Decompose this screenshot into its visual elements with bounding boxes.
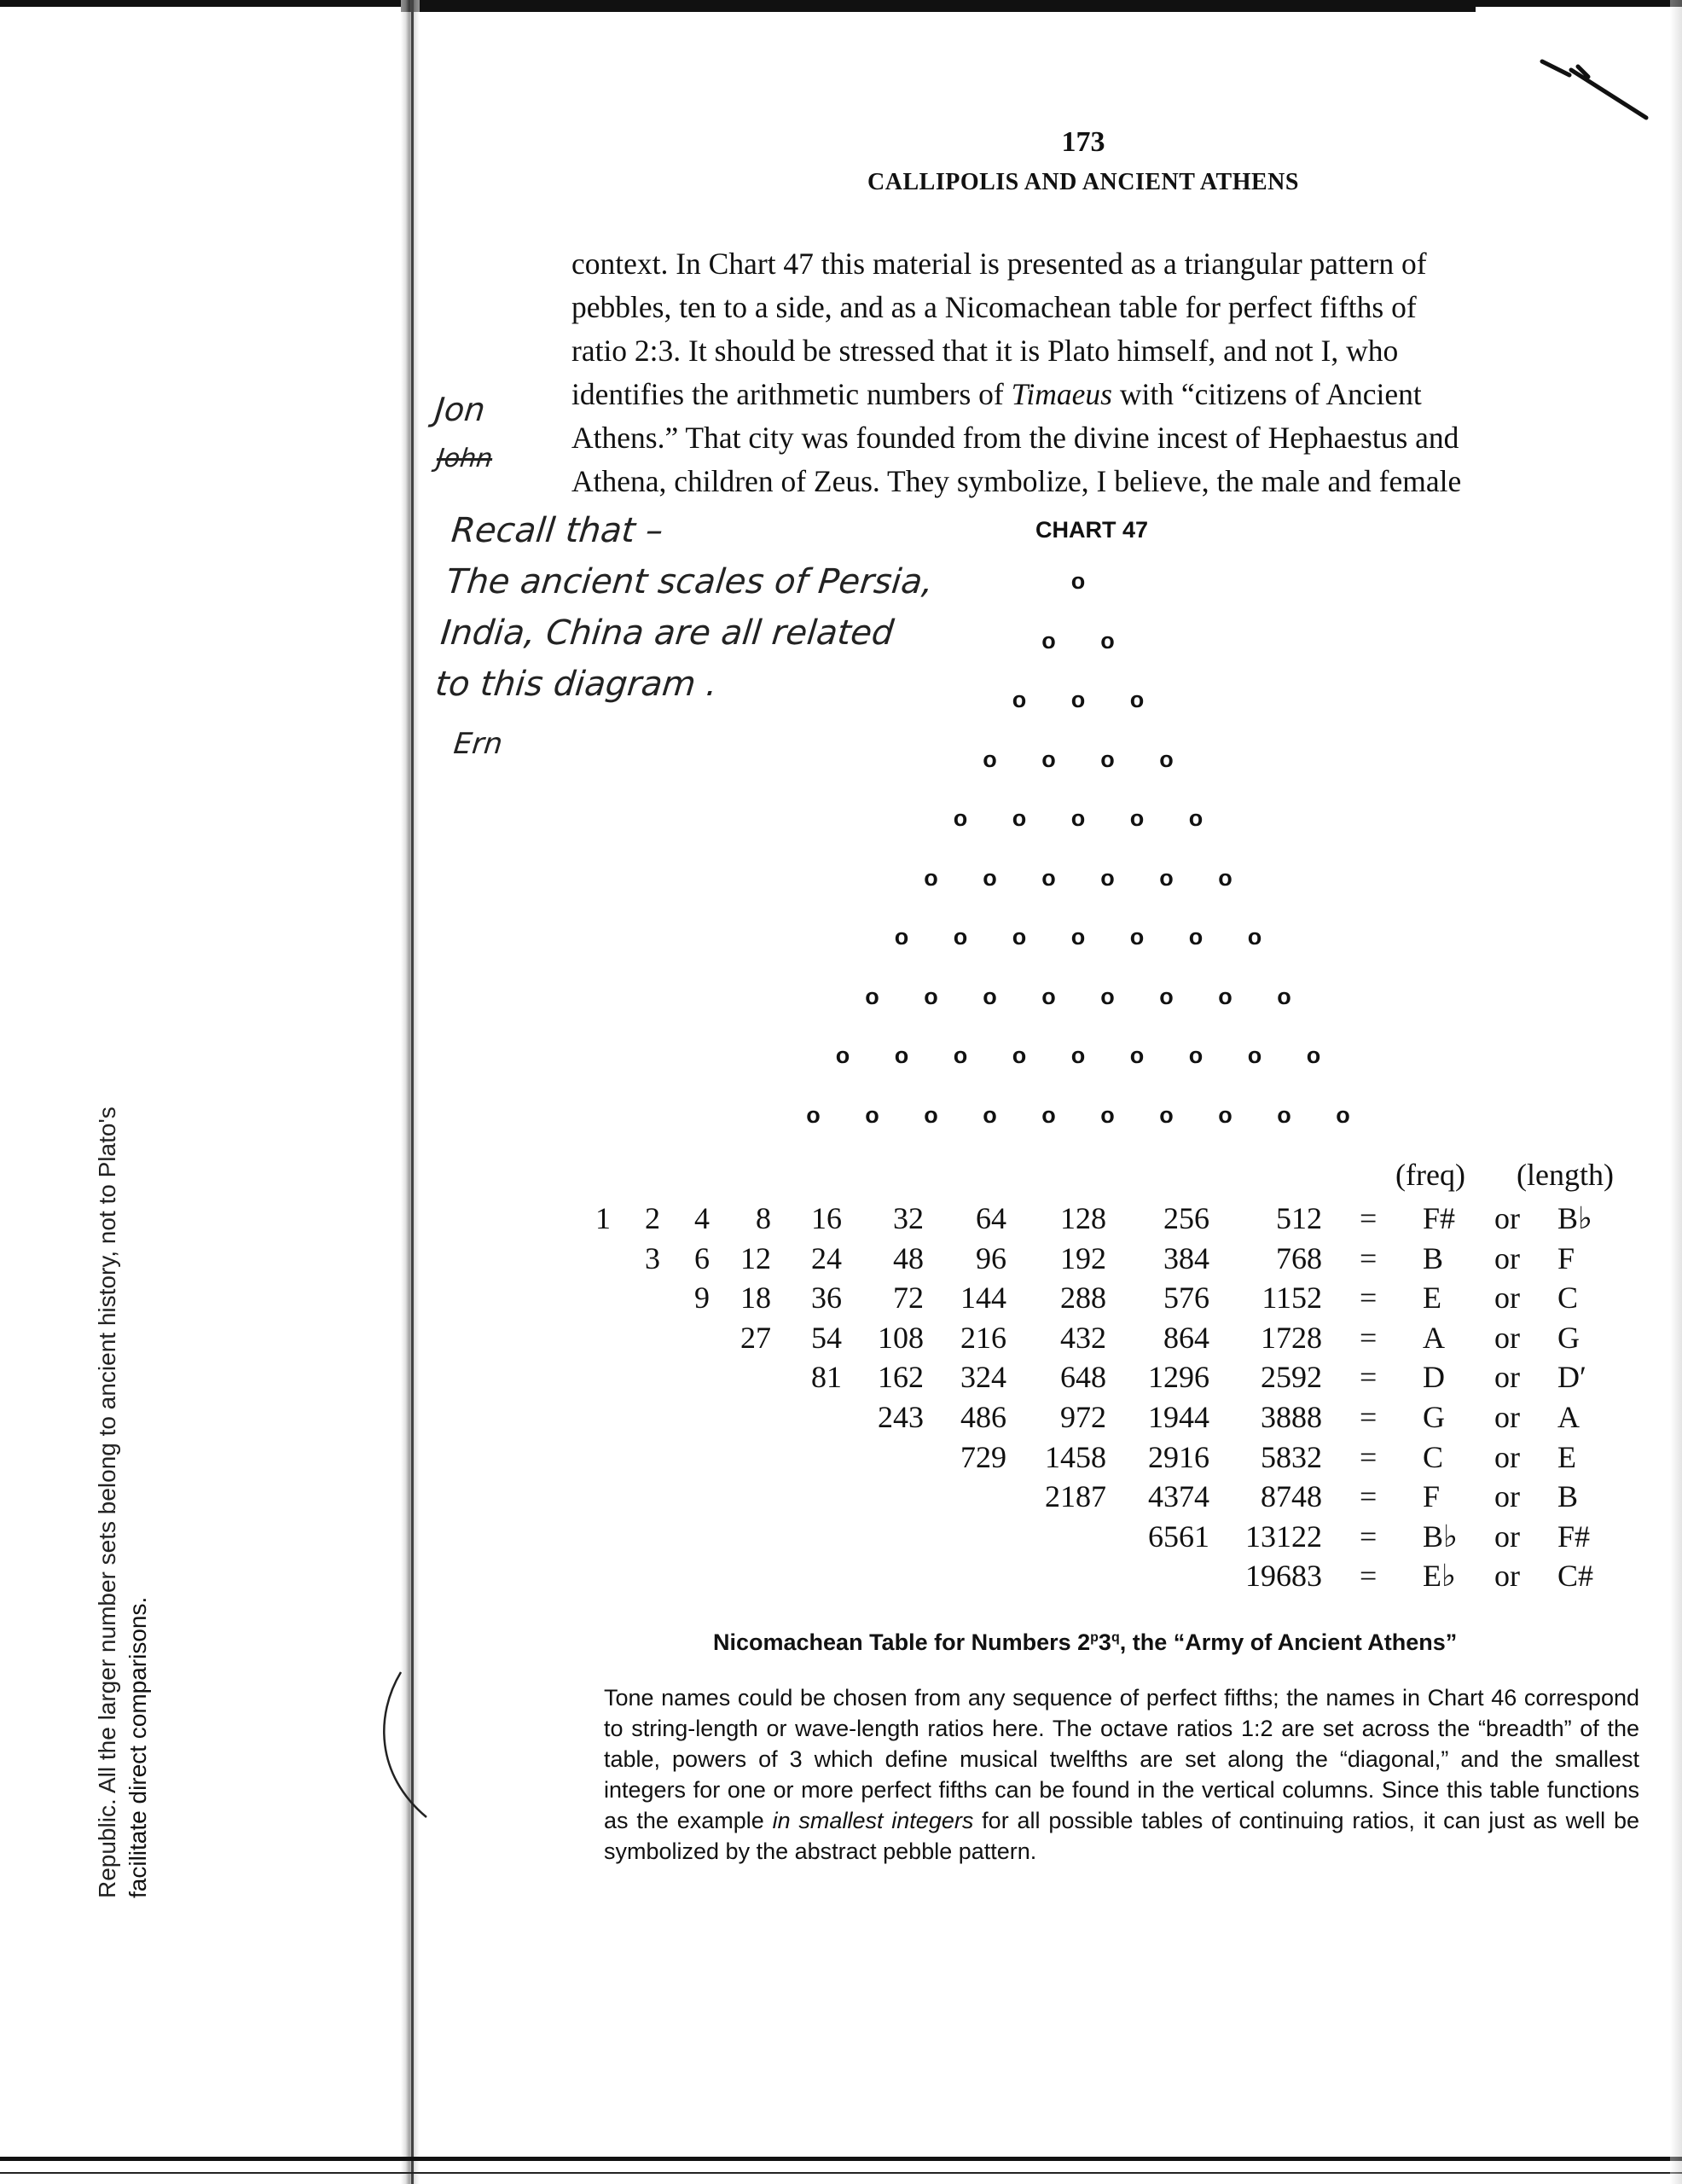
header-length: (length) [1517,1158,1614,1192]
table-equals: = [1360,1400,1378,1434]
pebble: o [1277,1101,1291,1128]
pebble: o [894,1043,909,1068]
table-number: 144 [960,1281,1006,1316]
table-or: or [1494,1201,1520,1235]
pebble: o [1041,864,1056,891]
handwritten-crossed-name: John [435,444,495,473]
table-equals: = [1360,1320,1378,1355]
pebble: o [983,983,997,1009]
book-spine-shadow [401,0,420,2184]
pebble: o [1012,687,1027,712]
table-or: or [1494,1559,1520,1594]
table-number: 324 [960,1360,1006,1395]
table-equals: = [1360,1281,1378,1316]
table-number: 6561 [1148,1519,1209,1554]
tone-freq: E [1423,1281,1441,1316]
facing-page-text [92,960,154,1898]
pebble: o [983,1101,997,1128]
pebble: o [1100,746,1115,772]
pebble: o [1070,805,1086,831]
handwritten-note [432,505,1051,710]
table-number: 2916 [1148,1439,1209,1474]
timaeus-title: Timaeus [1011,377,1112,411]
tone-length: B♭ [1557,1201,1592,1235]
pebble: o [1100,627,1115,653]
table-number: 27 [740,1320,771,1355]
table-number: 36 [811,1281,842,1316]
note-line-3: India, China are all related [438,613,896,653]
tone-length: C# [1557,1559,1594,1594]
table-number: 1 [595,1201,611,1235]
pebble: o [1070,924,1086,950]
pebble: o [924,1101,938,1128]
table-number: 13122 [1245,1519,1322,1554]
chart-title: CHART 47 [1035,517,1149,543]
pebble: o [1012,1043,1027,1068]
table-number: 1728 [1261,1320,1322,1355]
body-line-5: Athens.” That city was founded from the divine incest of Hephaestus and [571,421,1459,455]
note-line-1: Recall that – [450,511,665,550]
pebble: o [894,924,909,950]
table-number: 8748 [1261,1479,1322,1514]
running-head: CALLIPOLIS AND ANCIENT ATHENS [867,169,1299,195]
pebble: o [806,1101,821,1128]
table-number: 768 [1276,1240,1322,1275]
table-number: 54 [811,1320,842,1355]
table-number: 243 [878,1400,924,1434]
table-number: 64 [976,1201,1006,1235]
facing-page-line-1: Republic. All the larger number sets belong to ancient history, not to Plato's [94,1107,120,1898]
table-number: 256 [1163,1201,1209,1235]
table-number: 648 [1060,1360,1106,1395]
tone-length: C [1557,1281,1579,1316]
table-or: or [1494,1439,1520,1474]
pebble: o [983,746,997,772]
pebble: o [1041,627,1056,653]
table-number: 4374 [1148,1479,1209,1514]
pebble: o [1129,1043,1145,1068]
table-number: 8 [756,1201,771,1235]
page-number: 173 [1061,126,1105,158]
table-number: 512 [1276,1201,1322,1235]
pebble: o [865,983,879,1009]
table-number: 3 [645,1240,660,1275]
body-line-4: identifies the arithmetic numbers of Timaeus with “citizens of Ancient [571,377,1422,411]
table-number: 729 [960,1439,1006,1474]
table-number: 2592 [1261,1360,1322,1395]
tone-freq: C [1423,1439,1444,1474]
scan-top-edge-band [401,0,1476,12]
tone-length: E [1557,1439,1576,1474]
pebble: o [1218,983,1232,1009]
pebble: o [1306,1043,1321,1068]
tone-freq: F# [1423,1201,1456,1235]
pebble: o [1336,1101,1350,1128]
handwritten-signature: Ern [451,727,505,761]
table-number: 9 [694,1281,710,1316]
pebble: o [1188,805,1204,831]
table-number: 108 [878,1320,924,1355]
body-line-1: context. In Chart 47 this material is presented as a triangular pattern of [571,247,1427,281]
table-number: 192 [1060,1240,1106,1275]
table-number: 32 [893,1201,924,1235]
tone-freq: G [1423,1400,1445,1434]
pebble: o [1159,864,1174,891]
table-number: 6 [694,1240,710,1275]
corner-ink-mark [1535,51,1672,136]
scan-bottom-edge-2 [0,2172,1682,2174]
table-number: 4 [694,1201,710,1235]
table-number: 162 [878,1360,924,1395]
table-number: 1296 [1148,1360,1209,1395]
table-number: 81 [811,1360,842,1395]
tone-freq: B [1423,1240,1444,1275]
scan-bottom-edge [0,2157,1682,2161]
pebble: o [1041,983,1056,1009]
pebble: o [953,805,968,831]
table-or: or [1494,1400,1520,1434]
pebble: o [865,1101,879,1128]
table-number: 72 [893,1281,924,1316]
table-equals: = [1360,1519,1378,1554]
tone-freq: F [1423,1479,1441,1514]
table-number: 12 [740,1240,771,1275]
tone-length: G [1557,1320,1580,1355]
book-spine-line [411,0,414,2184]
table-number: 19683 [1245,1559,1322,1594]
pebble: o [1188,1043,1204,1068]
table-number: 2 [645,1201,660,1235]
tone-length: D′ [1557,1360,1586,1395]
pebble: o [1070,687,1086,712]
table-or: or [1494,1320,1520,1355]
handwritten-name: Jon [432,391,487,428]
table-or: or [1494,1360,1520,1395]
tone-freq: D [1423,1360,1445,1395]
header-freq: (freq) [1395,1158,1465,1192]
caption-emphasis: in smallest integers [772,1808,974,1833]
pebble: o [1247,1043,1262,1068]
table-equals: = [1360,1240,1378,1275]
table-or: or [1494,1479,1520,1514]
body-line-3: ratio 2:3. It should be stressed that it is Plato himself, and not I, who [571,334,1399,368]
pebble: o [1012,924,1027,950]
table-number: 128 [1060,1201,1106,1235]
table-equals: = [1360,1559,1378,1594]
table-or: or [1494,1519,1520,1554]
pebble: o [983,864,997,891]
table-number: 486 [960,1400,1006,1434]
table-number: 864 [1163,1320,1209,1355]
pebble: o [1188,924,1204,950]
table-number: 384 [1163,1240,1209,1275]
table-number: 1458 [1045,1439,1106,1474]
table-number: 24 [811,1240,842,1275]
pebble: o [1041,746,1056,772]
tone-freq: A [1423,1320,1445,1355]
body-line-2: pebbles, ten to a side, and as a Nicomachean table for perfect fifths of [571,290,1417,324]
pebble: o [1218,1101,1232,1128]
pebble: o [1129,805,1145,831]
pebble: o [924,983,938,1009]
tone-length: F [1557,1240,1575,1275]
pebble: o [1070,1043,1086,1068]
note-line-4: to this diagram . [433,665,720,704]
caption-paragraph: Tone names could be chosen from any sequence of perfect fifths; the names in Chart 46 correspond to string-length or wave-length ratios here. The octave ratios 1:2 are set across the “breadth” of the table, powers of 3 which define musical twelfths are set along the “diagonal,” and the smallest integers for one or more perfect fifths can be found in the vertical columns. Since this table functions as the example in smallest integers for all possible tables of continuing ratios, it can just as well be symbolized by the abstract pebble pattern. [604,1685,1639,1864]
note-line-2: The ancient scales of Persia, [444,562,936,601]
facing-page-line-2: facilitate direct comparisons. [125,1596,151,1898]
table-number: 972 [1060,1400,1106,1434]
pebble: o [1129,924,1145,950]
table-number: 3888 [1261,1400,1322,1434]
body-paragraph [571,242,1616,503]
margin-bracket-mark [375,1664,444,1834]
table-or: or [1494,1240,1520,1275]
table-equals: = [1360,1201,1378,1235]
pebble: o [1012,805,1027,831]
table-number: 576 [1163,1281,1209,1316]
pebble: o [1041,1101,1056,1128]
table-or: or [1494,1281,1520,1316]
pebble: o [924,864,938,891]
pebble: o [1247,924,1262,950]
table-equals: = [1360,1439,1378,1474]
table-number: 288 [1060,1281,1106,1316]
caption-title: Nicomachean Table for Numbers 2$^p$3$^q$, the “Army of Ancient Athens” [713,1629,1458,1655]
scan-right-edge [1670,0,1682,2184]
tone-freq: B♭ [1423,1519,1458,1554]
pebble: o [1159,983,1174,1009]
table-number: 2187 [1045,1479,1106,1514]
pebble: o [1218,864,1232,891]
table-number: 18 [740,1281,771,1316]
table-number: 1944 [1148,1400,1209,1434]
table-number: 432 [1060,1320,1106,1355]
pebble: o [953,924,968,950]
table-number: 48 [893,1240,924,1275]
table-number: 1152 [1262,1281,1322,1316]
pebble: o [1159,746,1174,772]
pebble: o [1159,1101,1174,1128]
body-line-6: Athena, children of Zeus. They symbolize, I believe, the male and female [571,464,1462,498]
tone-freq: E♭ [1423,1559,1456,1594]
pebble: o [1100,864,1115,891]
pebble: o [1129,687,1145,712]
table-number: 216 [960,1320,1006,1355]
table-equals: = [1360,1360,1378,1395]
pebble: o [1070,568,1086,594]
pebble: o [1100,983,1115,1009]
tone-length: A [1557,1400,1580,1434]
tone-length: B [1557,1479,1579,1514]
table-number: 96 [976,1240,1006,1275]
pebble: o [1277,983,1291,1009]
table-equals: = [1360,1479,1378,1514]
table-number: 16 [811,1201,842,1235]
tone-length: F# [1557,1519,1591,1554]
table-number: 5832 [1261,1439,1322,1474]
pebble: o [953,1043,968,1068]
pebble: o [835,1043,850,1068]
pebble: o [1100,1101,1115,1128]
